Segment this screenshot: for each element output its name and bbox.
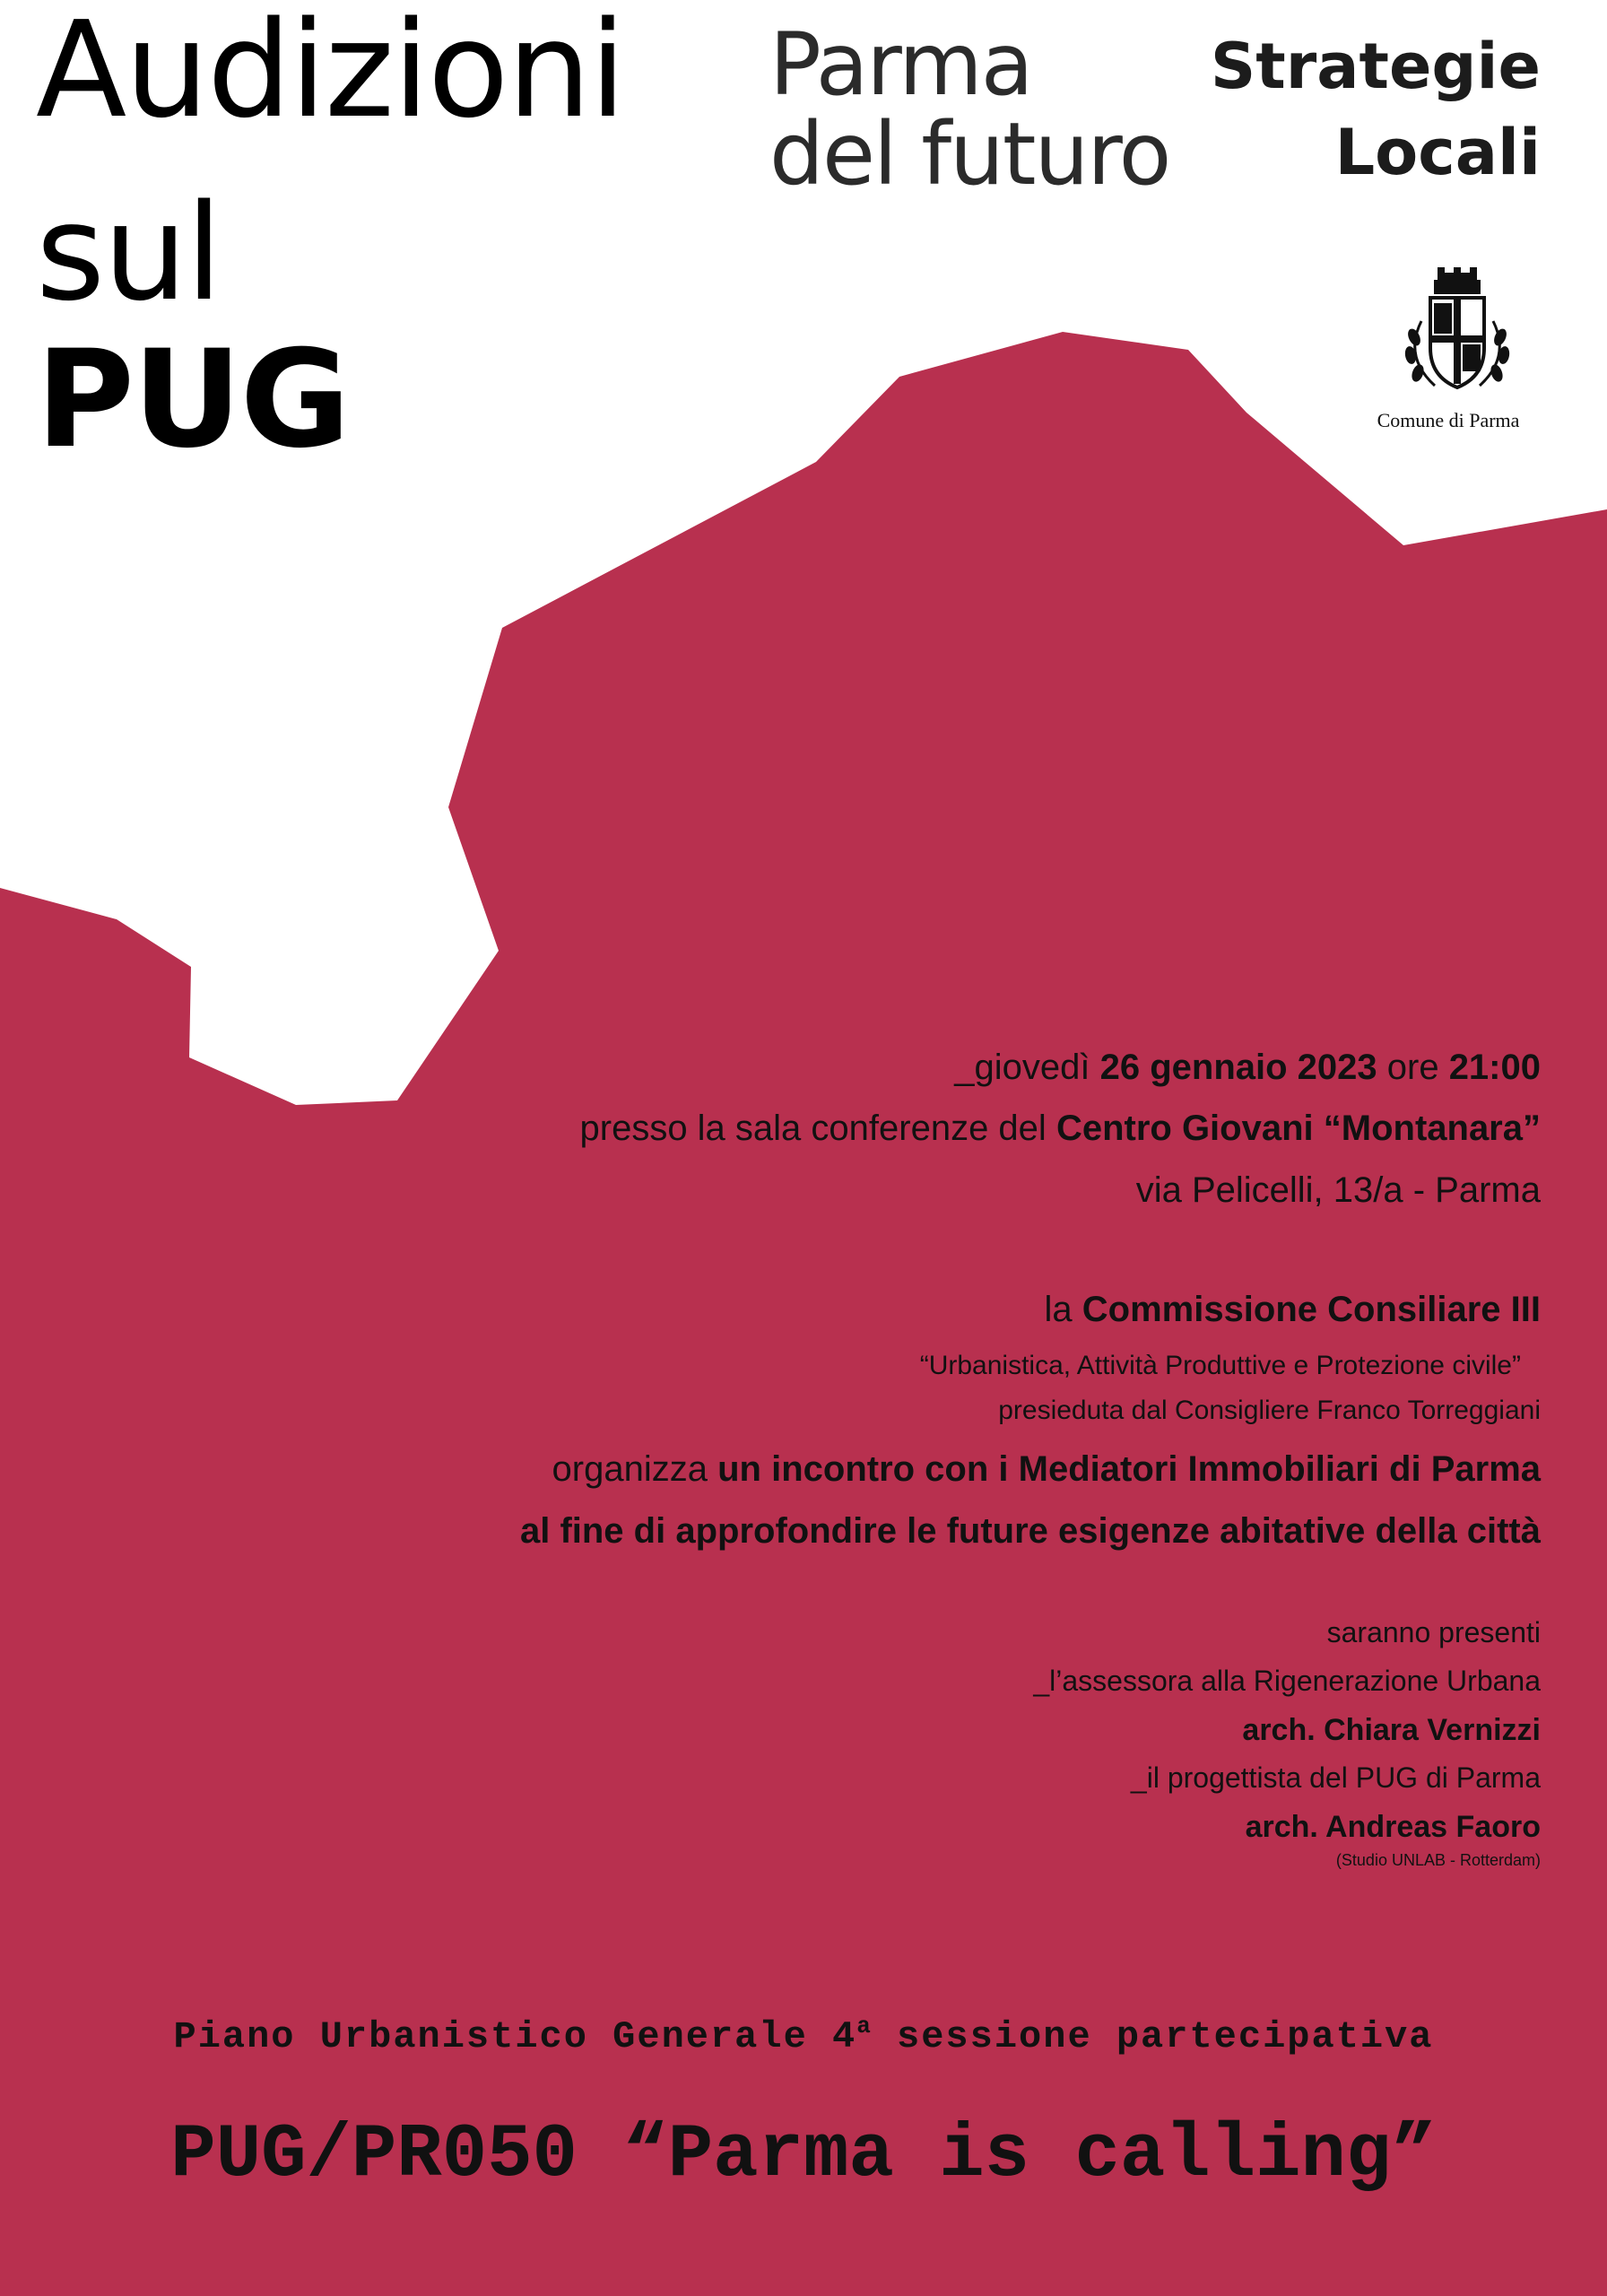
subtitle	[769, 14, 1170, 204]
event-address: via Pelicelli, 13/a - Parma	[1135, 1170, 1541, 1210]
organizer-line: la Commissione Consiliare III	[1044, 1290, 1541, 1329]
purpose-line-1: organizza un incontro con i Mediatori Immobiliari di Parma	[552, 1449, 1541, 1489]
organizer-chair: presieduta dal Consigliere Franco Torreggiani	[998, 1396, 1541, 1425]
speaker-role-2: _il progettista del PUG di Parma	[1130, 1761, 1541, 1794]
logo-label: Comune di Parma	[1377, 409, 1520, 431]
speakers-intro: saranno presenti	[1326, 1616, 1541, 1648]
event-venue: Centro Giovani “Montanara”	[1055, 1109, 1541, 1148]
organizer-name: Commissione Consiliare III	[1081, 1290, 1541, 1329]
city-crest-icon	[1394, 267, 1520, 402]
main-title	[36, 0, 625, 478]
purpose-line-2: al fine di approfondire le future esigenze abitative della città	[519, 1511, 1541, 1551]
speaker-name-2: arch. Andreas Faoro	[1245, 1810, 1541, 1844]
series-line-1: Strategie	[1210, 30, 1541, 103]
series-title	[1211, 23, 1541, 196]
series-line-2: Locali	[1334, 116, 1541, 189]
event-date-line: _giovedì 26 gennaio 2023 ore 21:00	[954, 1048, 1541, 1087]
subtitle-line-1: Parma	[769, 14, 1032, 115]
session-title: Piano Urbanistico Generale 4$^a$ sessione partecipativa	[173, 2013, 1434, 2058]
subtitle-line-2: del futuro	[769, 104, 1170, 204]
title-line-3: PUG	[36, 322, 349, 478]
title-line-2: sul	[36, 176, 222, 330]
campaign-title: PUG/PR050 “Parma is calling”	[170, 2113, 1437, 2198]
event-venue-line: presso la sala conferenze del Centro Giovani “Montanara”	[579, 1109, 1541, 1148]
title-line-1: Audizioni	[36, 0, 625, 147]
speaker-role-1: _l’assessora alla Rigenerazione Urbana	[1033, 1665, 1541, 1697]
event-time: 21:00	[1448, 1048, 1541, 1087]
speaker-name-1: arch. Chiara Vernizzi	[1242, 1713, 1541, 1747]
organizer-scope: “Urbanistica, Attività Produttive e Protezione civile”	[919, 1351, 1521, 1380]
speaker-note-2: (Studio UNLAB - Rotterdam)	[1335, 1851, 1541, 1869]
event-date: 26 gennaio 2023	[1099, 1048, 1377, 1087]
